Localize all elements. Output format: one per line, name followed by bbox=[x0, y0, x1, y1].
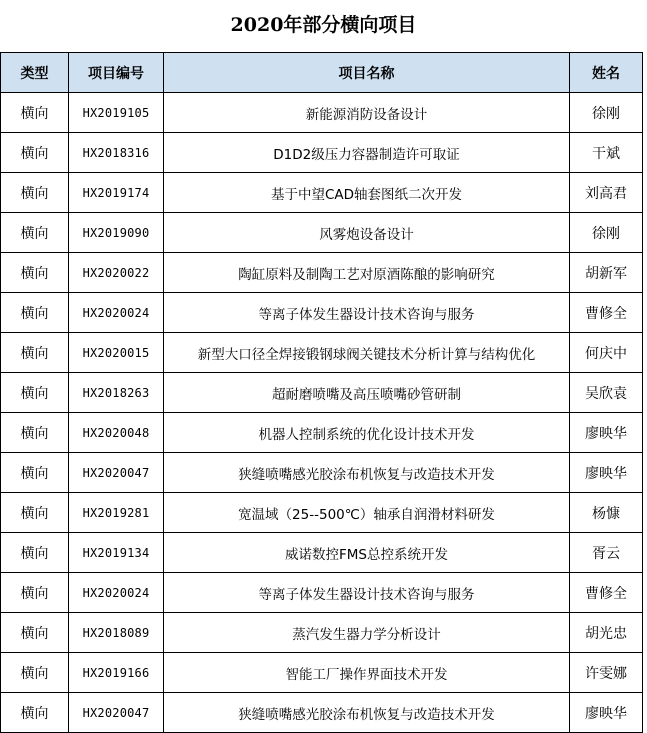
cell-person: 曹修全 bbox=[570, 573, 643, 613]
cell-code: HX2019174 bbox=[69, 173, 164, 213]
cell-code: HX2018316 bbox=[69, 133, 164, 173]
table-body bbox=[1, 93, 643, 733]
header-name: 项目名称 bbox=[164, 53, 570, 93]
cell-person: 干斌 bbox=[570, 133, 643, 173]
cell-person: 胡光忠 bbox=[570, 613, 643, 653]
cell-person: 曹修全 bbox=[570, 293, 643, 333]
cell-person: 胥云 bbox=[570, 533, 643, 573]
table-row bbox=[1, 413, 643, 453]
cell-person: 刘高君 bbox=[570, 173, 643, 213]
cell-name: 等离子体发生器设计技术咨询与服务 bbox=[164, 293, 570, 333]
cell-type: 横向 bbox=[1, 573, 69, 613]
cell-type: 横向 bbox=[1, 93, 69, 133]
table-row bbox=[1, 533, 643, 573]
cell-name: 陶缸原料及制陶工艺对原酒陈酿的影响研究 bbox=[164, 253, 570, 293]
cell-type: 横向 bbox=[1, 533, 69, 573]
cell-name: 狭缝喷嘴感光胶涂布机恢复与改造技术开发 bbox=[164, 453, 570, 493]
cell-person: 廖映华 bbox=[570, 413, 643, 453]
cell-name: 智能工厂操作界面技术开发 bbox=[164, 653, 570, 693]
cell-name: 新型大口径全焊接锻钢球阀关键技术分析计算与结构优化 bbox=[164, 333, 570, 373]
header-code: 项目编号 bbox=[69, 53, 164, 93]
table-row bbox=[1, 693, 643, 733]
cell-name: 威诺数控FMS总控系统开发 bbox=[164, 533, 570, 573]
cell-type: 横向 bbox=[1, 653, 69, 693]
cell-code: HX2020022 bbox=[69, 253, 164, 293]
cell-person: 徐刚 bbox=[570, 93, 643, 133]
table-row bbox=[1, 93, 643, 133]
cell-code: HX2020024 bbox=[69, 573, 164, 613]
cell-code: HX2020048 bbox=[69, 413, 164, 453]
cell-type: 横向 bbox=[1, 253, 69, 293]
cell-type: 横向 bbox=[1, 373, 69, 413]
table-row bbox=[1, 213, 643, 253]
header-person: 姓名 bbox=[570, 53, 643, 93]
cell-person: 徐刚 bbox=[570, 213, 643, 253]
cell-code: HX2018263 bbox=[69, 373, 164, 413]
cell-code: HX2019166 bbox=[69, 653, 164, 693]
cell-name: D1D2级压力容器制造许可取证 bbox=[164, 133, 570, 173]
cell-name: 新能源消防设备设计 bbox=[164, 93, 570, 133]
cell-code: HX2018089 bbox=[69, 613, 164, 653]
cell-person: 吴欣袁 bbox=[570, 373, 643, 413]
projects-table bbox=[0, 52, 643, 733]
table-row bbox=[1, 613, 643, 653]
cell-name: 蒸汽发生器力学分析设计 bbox=[164, 613, 570, 653]
table-row bbox=[1, 253, 643, 293]
cell-type: 横向 bbox=[1, 213, 69, 253]
cell-type: 横向 bbox=[1, 173, 69, 213]
cell-code: HX2019281 bbox=[69, 493, 164, 533]
cell-person: 何庆中 bbox=[570, 333, 643, 373]
table-row bbox=[1, 653, 643, 693]
cell-type: 横向 bbox=[1, 453, 69, 493]
cell-type: 横向 bbox=[1, 133, 69, 173]
cell-name: 狭缝喷嘴感光胶涂布机恢复与改造技术开发 bbox=[164, 693, 570, 733]
cell-code: HX2020047 bbox=[69, 693, 164, 733]
table-header-row bbox=[1, 53, 643, 93]
table-row bbox=[1, 293, 643, 333]
cell-type: 横向 bbox=[1, 613, 69, 653]
cell-type: 横向 bbox=[1, 493, 69, 533]
cell-code: HX2019134 bbox=[69, 533, 164, 573]
header-type: 类型 bbox=[1, 53, 69, 93]
cell-name: 风雾炮设备设计 bbox=[164, 213, 570, 253]
cell-code: HX2019090 bbox=[69, 213, 164, 253]
cell-code: HX2020047 bbox=[69, 453, 164, 493]
cell-type: 横向 bbox=[1, 693, 69, 733]
table-row bbox=[1, 453, 643, 493]
cell-name: 机器人控制系统的优化设计技术开发 bbox=[164, 413, 570, 453]
cell-type: 横向 bbox=[1, 413, 69, 453]
table-row bbox=[1, 333, 643, 373]
cell-person: 廖映华 bbox=[570, 693, 643, 733]
table-row bbox=[1, 373, 643, 413]
table-row bbox=[1, 573, 643, 613]
cell-person: 许雯娜 bbox=[570, 653, 643, 693]
cell-person: 杨慷 bbox=[570, 493, 643, 533]
page-title: 2020年部分横向项目 bbox=[230, 14, 417, 36]
cell-type: 横向 bbox=[1, 333, 69, 373]
cell-code: HX2019105 bbox=[69, 93, 164, 133]
cell-code: HX2020024 bbox=[69, 293, 164, 333]
cell-person: 胡新军 bbox=[570, 253, 643, 293]
table-row bbox=[1, 493, 643, 533]
table-row bbox=[1, 173, 643, 213]
cell-name: 超耐磨喷嘴及高压喷嘴砂管研制 bbox=[164, 373, 570, 413]
cell-type: 横向 bbox=[1, 293, 69, 333]
cell-name: 基于中望CAD轴套图纸二次开发 bbox=[164, 173, 570, 213]
cell-name: 宽温域（25--500℃）轴承自润滑材料研发 bbox=[164, 493, 570, 533]
cell-name: 等离子体发生器设计技术咨询与服务 bbox=[164, 573, 570, 613]
cell-person: 廖映华 bbox=[570, 453, 643, 493]
cell-code: HX2020015 bbox=[69, 333, 164, 373]
table-row bbox=[1, 133, 643, 173]
